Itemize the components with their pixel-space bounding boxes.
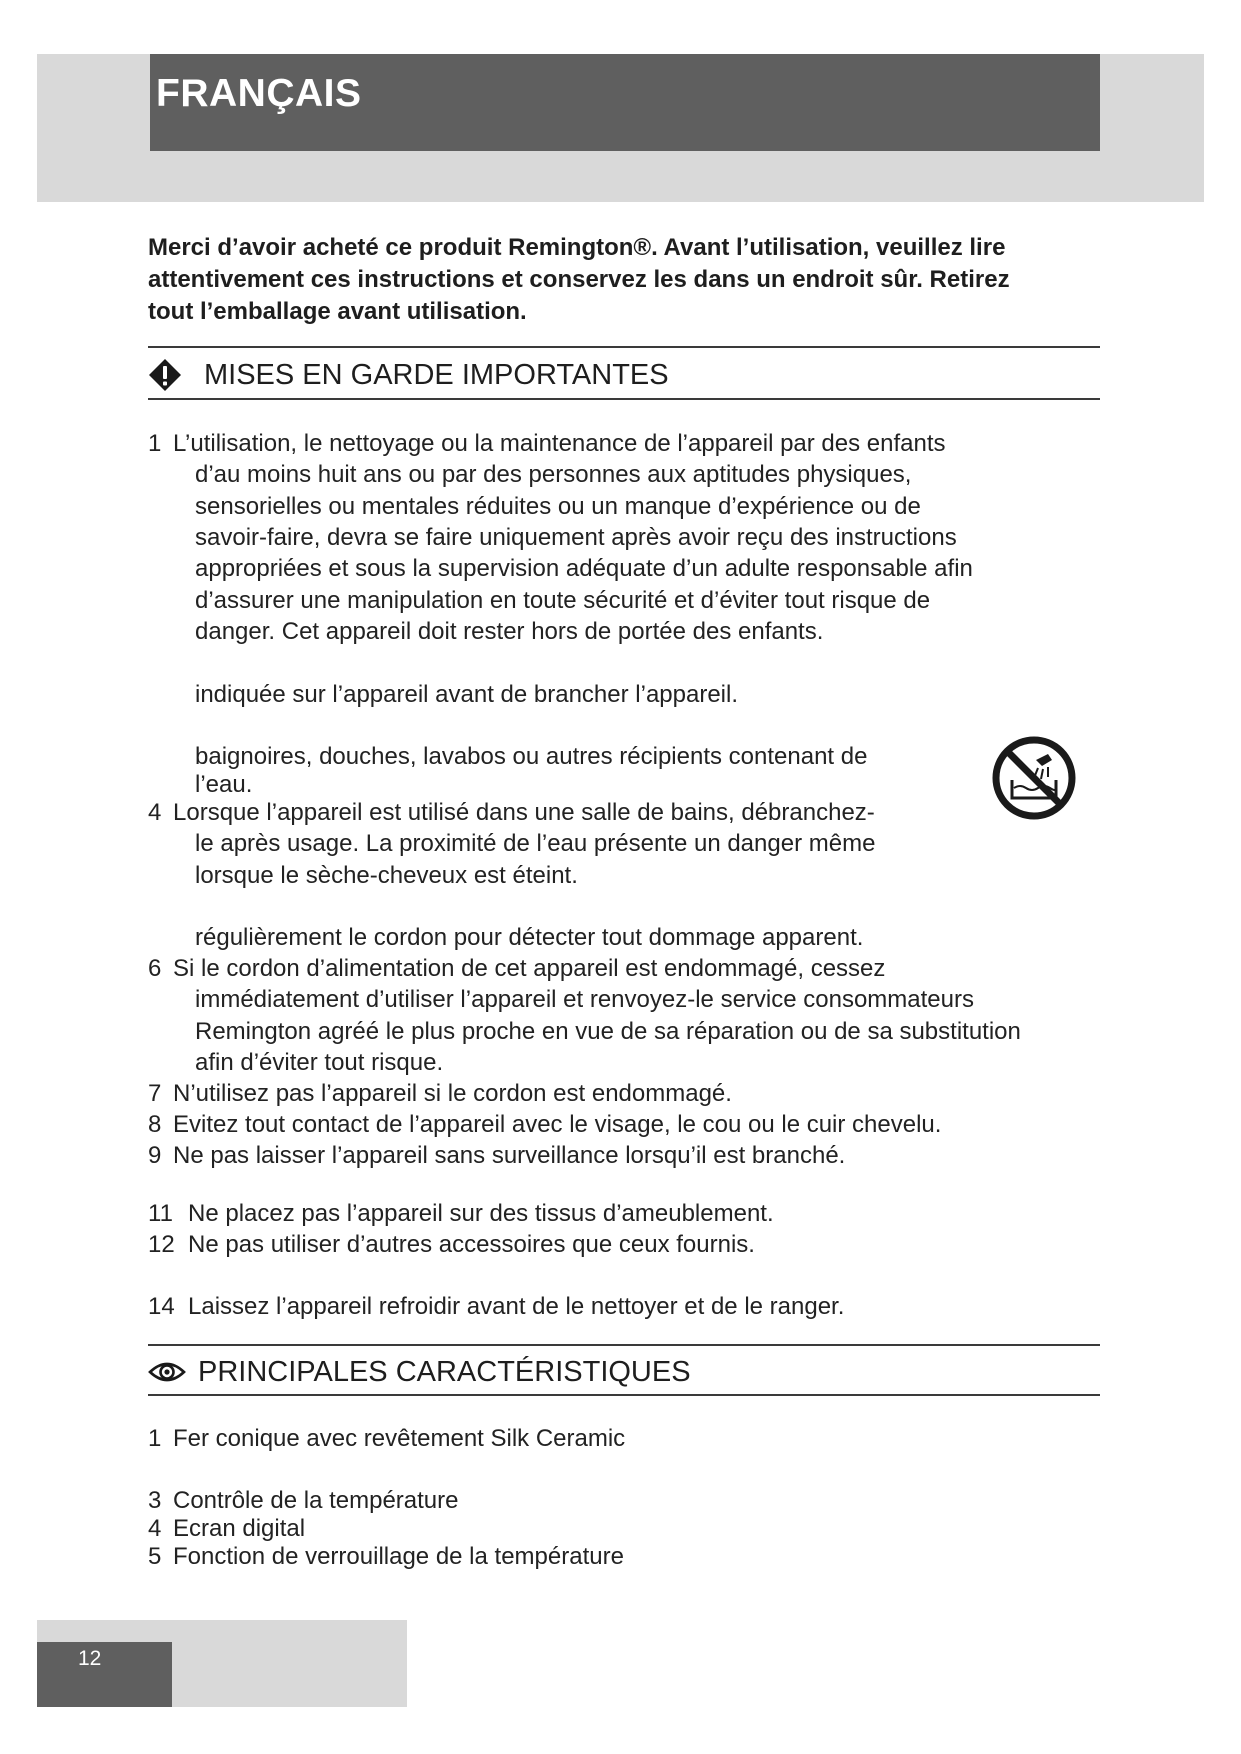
section-heading-features bbox=[148, 1352, 691, 1392]
item-text: Si le cordon d’alimentation de cet appareil est endommagé, cessez bbox=[173, 955, 886, 982]
item-text: Lorsque l’appareil est utilisé dans une salle de bains, débranchez- bbox=[173, 799, 875, 826]
item-number: 4 bbox=[148, 799, 162, 826]
item-number: 7 bbox=[148, 1080, 162, 1107]
section-heading-warnings bbox=[148, 355, 669, 395]
item-text: afin d’éviter tout risque. bbox=[195, 1048, 444, 1076]
item-number: 1 bbox=[148, 1425, 162, 1452]
item-text: d’assurer une manipulation en toute sécurité et d’éviter tout risque de bbox=[195, 586, 931, 614]
item-text: immédiatement d’utiliser l’appareil et renvoyez-le service consommateurs bbox=[195, 986, 974, 1014]
item-number: 4 bbox=[148, 1515, 162, 1542]
item-text: L’utilisation, le nettoyage ou la maintenance de l’appareil par des enfants bbox=[173, 430, 946, 457]
item-text: Ne pas utiliser d’autres accessoires que ceux fournis. bbox=[188, 1231, 755, 1258]
section-divider bbox=[148, 1394, 1100, 1396]
page-number: 12 bbox=[78, 1647, 102, 1670]
item-text: régulièrement le cordon pour détecter tout dommage apparent. bbox=[195, 924, 864, 951]
item-text: indiquée sur l’appareil avant de brancher l’appareil. bbox=[195, 681, 739, 708]
item-text: le après usage. La proximité de l’eau présente un danger même bbox=[195, 830, 876, 858]
section-divider bbox=[148, 1344, 1100, 1346]
item-text: Remington agréé le plus proche en vue de sa réparation ou de sa substitution bbox=[195, 1017, 1021, 1045]
item-number: 8 bbox=[148, 1111, 162, 1138]
item-text: baignoires, douches, lavabos ou autres récipients contenant de bbox=[195, 743, 868, 770]
item-number: 5 bbox=[148, 1543, 162, 1570]
item-number: 6 bbox=[148, 955, 162, 982]
section-divider bbox=[148, 346, 1100, 348]
section-heading-label: PRINCIPALES CARACTÉRISTIQUES bbox=[198, 1355, 691, 1388]
eye-icon bbox=[148, 1360, 186, 1384]
item-number: 9 bbox=[148, 1142, 162, 1169]
item-text: Laissez l’appareil refroidir avant de le nettoyer et de le ranger. bbox=[188, 1293, 845, 1320]
section-heading-label: MISES EN GARDE IMPORTANTES bbox=[204, 358, 669, 391]
warning-diamond-icon bbox=[148, 358, 182, 392]
item-text: Fer conique avec revêtement Silk Ceramic bbox=[173, 1425, 626, 1452]
item-number: 12 bbox=[148, 1231, 175, 1258]
page-title: FRANÇAIS bbox=[156, 72, 362, 115]
item-text: Contrôle de la température bbox=[173, 1487, 459, 1514]
item-number: 14 bbox=[148, 1293, 175, 1320]
item-text: savoir-faire, devra se faire uniquement après avoir reçu des instructions bbox=[195, 523, 957, 551]
item-number: 3 bbox=[148, 1487, 162, 1514]
item-number: 1 bbox=[148, 430, 162, 457]
item-text: Ne pas laisser l’appareil sans surveillance lorsqu’il est branché. bbox=[173, 1142, 846, 1169]
no-water-prohibition-icon bbox=[990, 734, 1078, 822]
item-text: d’au moins huit ans ou par des personnes aux aptitudes physiques, bbox=[195, 461, 912, 489]
item-text: appropriées et sous la supervision adéquate d’un adulte responsable afin bbox=[195, 555, 973, 583]
footer-box bbox=[37, 1642, 172, 1707]
item-text: Evitez tout contact de l’appareil avec le visage, le cou ou le cuir chevelu. bbox=[173, 1111, 942, 1138]
item-text: danger. Cet appareil doit rester hors de portée des enfants. bbox=[195, 617, 824, 645]
item-number: 11 bbox=[148, 1200, 173, 1227]
intro-line: attentivement ces instructions et conservez les dans un endroit sûr. Retirez bbox=[148, 266, 1010, 293]
item-text: Ne placez pas l’appareil sur des tissus d’ameublement. bbox=[188, 1200, 774, 1227]
item-text: sensorielles ou mentales réduites ou un manque d’expérience ou de bbox=[195, 492, 921, 520]
item-text: lorsque le sèche-cheveux est éteint. bbox=[195, 861, 578, 889]
section-divider bbox=[148, 398, 1100, 400]
intro-paragraph bbox=[148, 232, 1088, 328]
intro-line: Merci d’avoir acheté ce produit Remington®. Avant l’utilisation, veuillez lire bbox=[148, 234, 1006, 261]
intro-line: tout l’emballage avant utilisation. bbox=[148, 298, 527, 325]
item-text: Ecran digital bbox=[173, 1515, 306, 1542]
item-text: Fonction de verrouillage de la température bbox=[173, 1543, 624, 1570]
item-text: N’utilisez pas l’appareil si le cordon est endommagé. bbox=[173, 1080, 732, 1107]
item-text: l’eau. bbox=[195, 771, 253, 798]
